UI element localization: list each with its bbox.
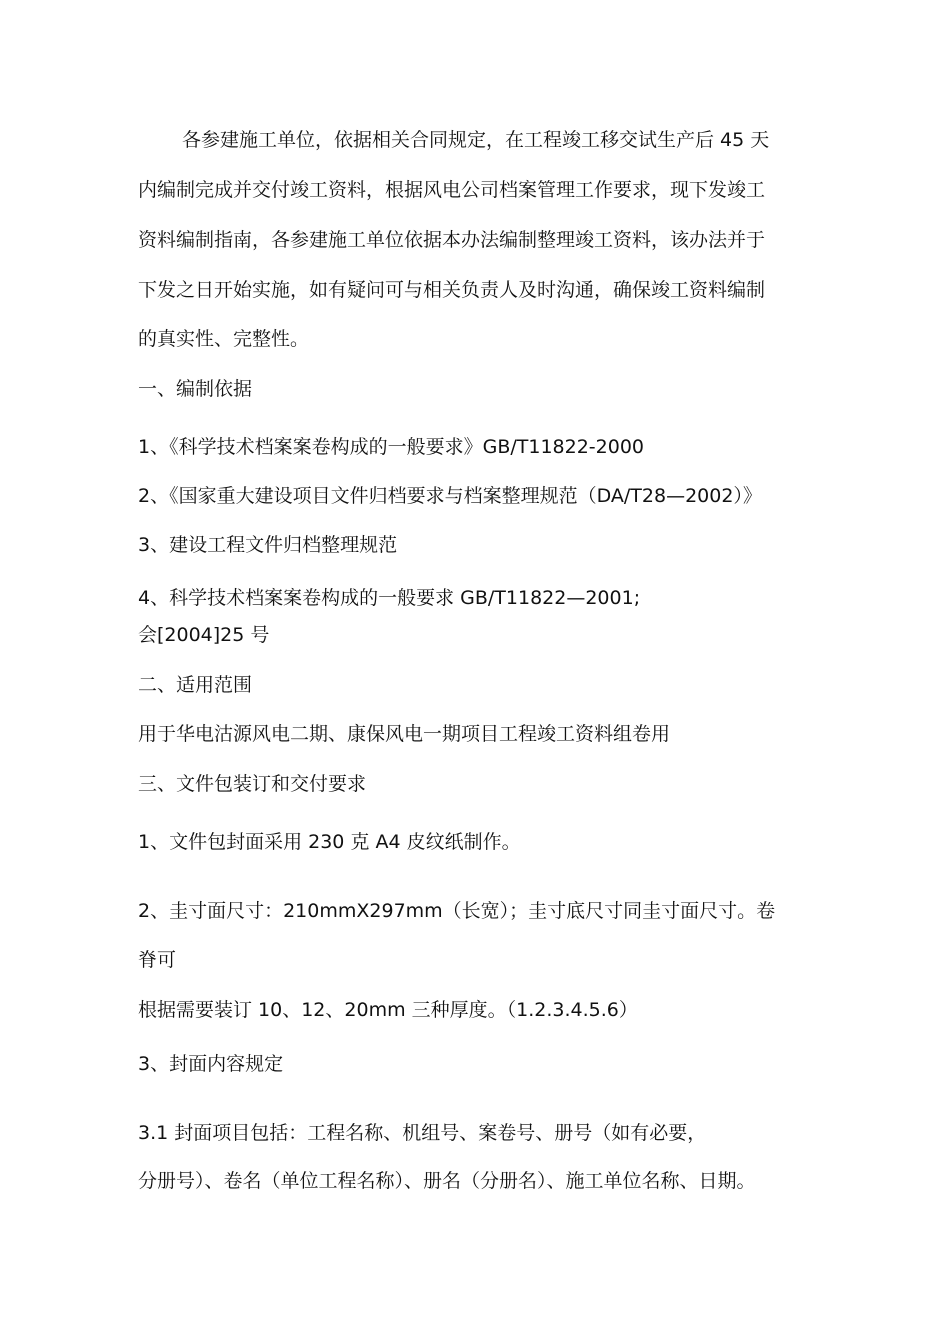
basis-item-1: 1、《科学技术档案案卷构成的一般要求》GB/T11822-2000 xyxy=(138,436,645,458)
intro-line-5: 的真实性、完整性。 xyxy=(138,328,310,350)
intro-line-2: 内编制完成并交付竣工资料，根据风电公司档案管理工作要求，现下发竣工 xyxy=(138,179,766,201)
basis-item-5: 会[2004]25 号 xyxy=(138,624,270,646)
basis-item-3: 3、建设工程文件归档整理规范 xyxy=(138,534,398,556)
binding-item-1: 1、文件包封面采用 230 克 A4 皮纹纸制作。 xyxy=(138,831,521,853)
section-heading-basis: 一、编制依据 xyxy=(138,378,253,400)
intro-line-1: 各参建施工单位，依据相关合同规定，在工程竣工移交试生产后 45 天 xyxy=(182,129,770,151)
binding-item-31-line-2: 分册号）、卷名（单位工程名称）、册名（分册名）、施工单位名称、日期。 xyxy=(138,1170,756,1192)
section-heading-binding: 三、文件包装订和交付要求 xyxy=(138,773,367,795)
binding-item-3: 3、封面内容规定 xyxy=(138,1053,284,1075)
binding-item-2-line-2: 脊可 xyxy=(138,949,177,971)
section-heading-scope: 二、适用范围 xyxy=(138,674,253,696)
binding-item-2-line-3: 根据需要装订 10、12、20mm 三种厚度。（1.2.3.4.5.6） xyxy=(138,999,638,1021)
scope-text: 用于华电沽源风电二期、康保风电一期项目工程竣工资料组卷用 xyxy=(138,723,671,745)
binding-item-31-line-1: 3.1 封面项目包括：工程名称、机组号、案卷号、册号（如有必要， xyxy=(138,1122,707,1144)
basis-item-4: 4、科学技术档案案卷构成的一般要求 GB/T11822—2001; xyxy=(138,587,641,609)
basis-item-2: 2、《国家重大建设项目文件归档要求与档案整理规范（DA/T28—2002）》 xyxy=(138,485,762,507)
binding-item-2-line-1: 2、圭寸面尺寸：210mmX297mm（长宽）；圭寸底尺寸同圭寸面尺寸。卷 xyxy=(138,900,776,922)
intro-line-3: 资料编制指南，各参建施工单位依据本办法编制整理竣工资料，该办法并于 xyxy=(138,229,766,251)
intro-line-4: 下发之日开始实施，如有疑问可与相关负责人及时沟通，确保竣工资料编制 xyxy=(138,279,766,301)
